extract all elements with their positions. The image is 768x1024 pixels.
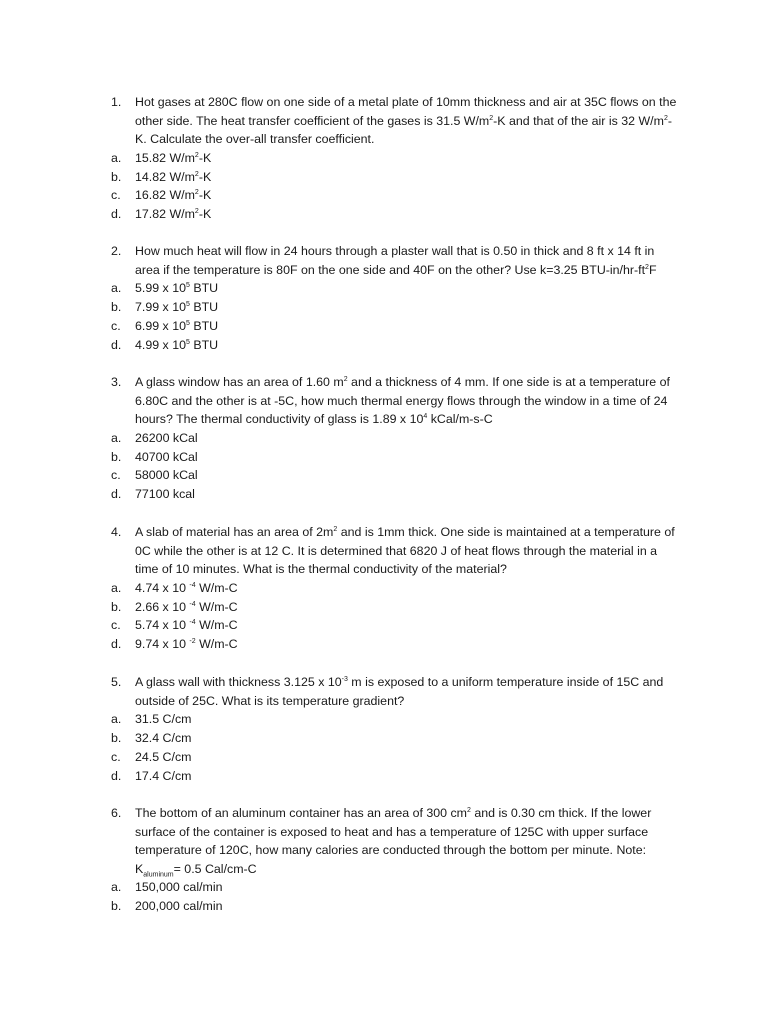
option-a: a. 31.5 C/cm [111,712,192,727]
option-d: d. 17.82 $W/m^2-K$ [111,207,212,222]
option-a: a. 4.74 x 10 $^{-4}$ W/m-C [111,580,238,595]
question-text: The bottom of an aluminum container has an area of 300 $cm^2$ and is 0.30 cm thick. If the lower surface of the container is exposed to heat and has a temperature of 125C with upper surface temperature of 120C, how many calories are conducted through the bottom per minute. Note: $K_{aluminum}= 0.5$ Cal/cm-C [135,806,652,879]
option-b: b. 7.99 x $10^5$ BTU [111,299,219,314]
option-b: b. 40700 kCal [111,449,198,464]
question-number: 3. [111,375,122,389]
option-d: d. 17.4 C/cm [111,768,192,783]
option-a: a. 26200 kCal [111,430,198,445]
question-text: A glass wall with thickness 3.125 x $10^{-3}$ m is exposed to a uniform temperature inside of 15C and outside of 25C. What is its temperature gradient? [135,675,664,708]
option-b: b. 32.4 C/cm [111,730,192,745]
option-b: b. 2.66 x 10 $^{-4}$ W/m-C [111,599,238,614]
option-a: a. 5.99 x $10^5$ BTU [111,281,219,296]
question-text: A slab of material has an area of $2m^2$ and is 1mm thick. One side is maintained at a temperature of 0C while the other is at 12 C. It is determined that 6820 J of heat flows through the material in a time of 10 minutes. What is the thermal conductivity of the material? [135,525,675,577]
option-a: a. 15.82 $W/m^2-K$ [111,150,212,165]
question-6 [111,804,681,916]
option-d: d. 4.99 x $10^5$ BTU [111,337,219,352]
question-5 [111,673,681,785]
option-c: c. 24.5 C/cm [111,749,192,764]
option-b: b. 200,000 cal/min [111,899,223,914]
question-number: 2. [111,244,122,258]
option-c: c. 6.99 x $10^5$ BTU [111,318,219,333]
option-c: c. 5.74 x 10 $^{-4}$ W/m-C [111,618,238,633]
option-d: d. 9.74 x 10 $^{-2}$ W/m-C [111,637,238,652]
question-text: A glass window has an area of 1.60 $m^2$ and a thickness of 4 mm. If one side is at a temperature of 6.80C and the other is at -5C, how much thermal energy flows through the window in a time of 24 hours? The thermal conductivity of glass is 1.89 x $10^4$ kCal/m-s-C [135,375,670,427]
option-d: d. 77100 kcal [111,487,195,502]
question-number: 6. [111,806,122,820]
question-number: 4. [111,525,122,539]
question-text: How much heat will flow in 24 hours through a plaster wall that is 0.50 in thick and 8 ft x 14 ft in area if the temperature is 80F on the one side and 40F on the other? Use k=3.25 BTU-$in/hr-ft^2F$ [135,244,657,277]
question-1 [111,93,681,224]
question-4 [111,523,681,654]
question-text: Hot gases at 280C flow on one side of a metal plate of 10mm thickness and air at 35C flows on the other side. The heat transfer coefficient of the gases is 31.5 $W/m^2-K$ and that of the air is 32 $W/m^2-K$. Calculate the over-all transfer coefficient. [135,95,677,147]
option-b: b. 14.82 $W/m^2-K$ [111,169,212,184]
question-number: 5. [111,675,122,689]
option-c: c. 58000 kCal [111,468,198,483]
question-2 [111,242,681,354]
option-a: a. 150,000 cal/min [111,880,223,895]
question-number: 1. [111,95,122,109]
question-3 [111,373,681,504]
option-c: c. 16.82 $W/m^2-K$ [111,188,212,203]
